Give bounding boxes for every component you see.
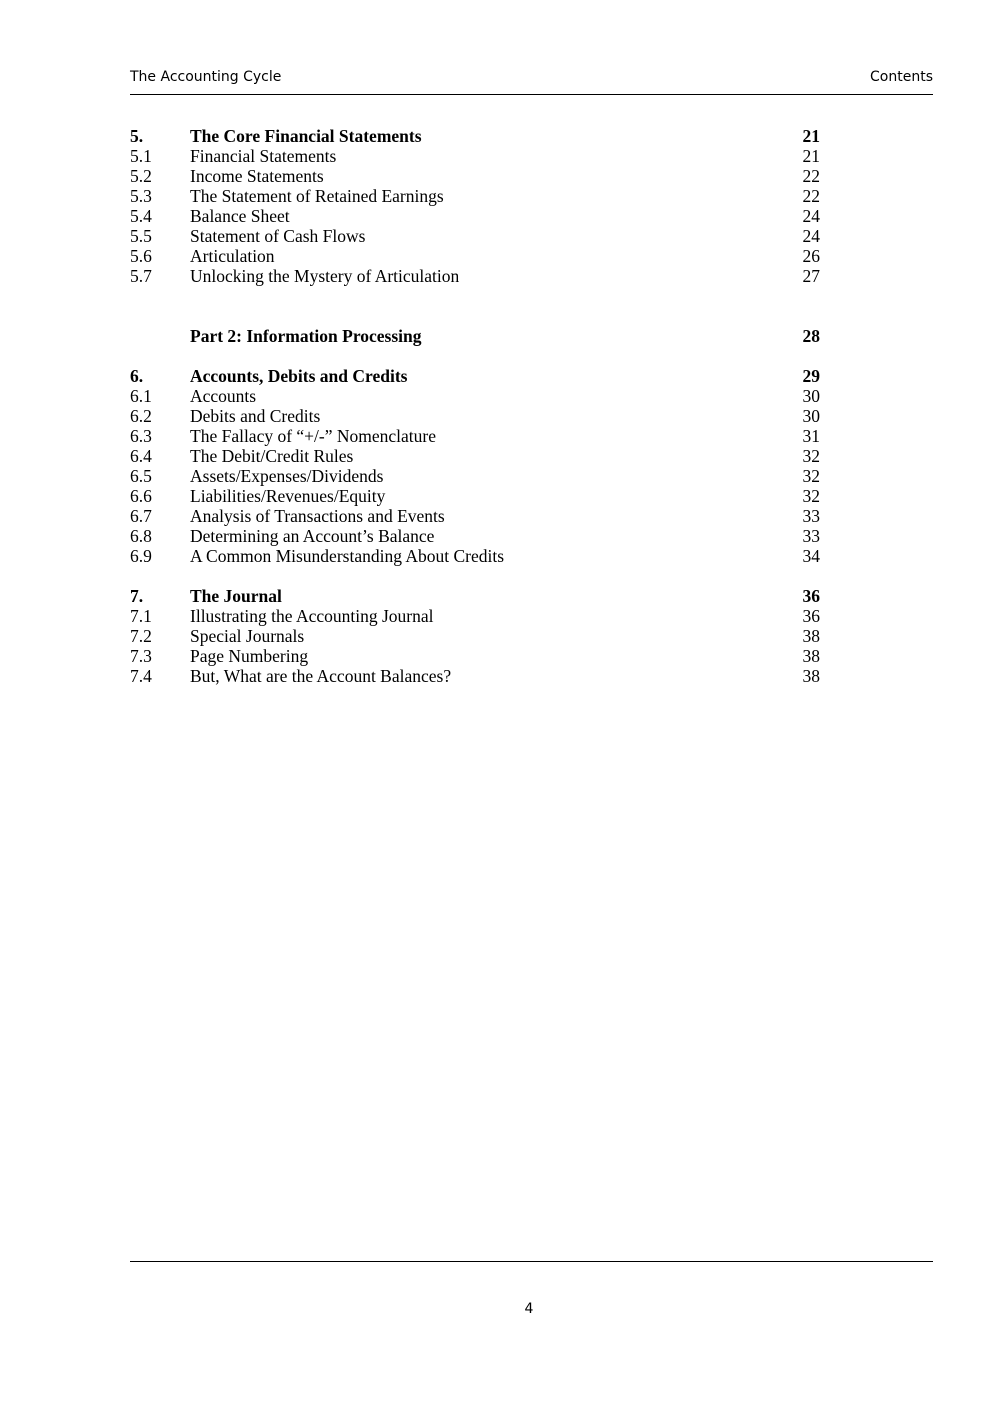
toc-title: Determining an Account’s Balance [190,526,435,546]
toc-number: 5.2 [130,166,152,186]
page-number: 4 [524,1301,534,1317]
toc-title: Income Statements [190,166,324,186]
toc-entry[interactable] [130,166,820,186]
toc-title: Articulation [190,246,275,266]
toc-number: 6.4 [130,446,152,466]
toc-title: Part 2: Information Processing [190,326,422,346]
toc-page: 22 [802,186,820,206]
toc-number: 7.1 [130,606,152,626]
toc-title: Financial Statements [190,146,337,166]
toc-title: Unlocking the Mystery of Articulation [190,266,460,286]
toc-page: 24 [802,206,820,226]
toc-number: 6.9 [130,546,152,566]
toc-page: 36 [802,606,820,626]
toc-entry[interactable] [130,386,820,406]
header-divider [130,94,933,95]
toc-title: The Debit/Credit Rules [190,446,354,466]
toc-entry[interactable] [130,506,820,526]
toc-title: The Statement of Retained Earnings [190,186,444,206]
toc-title: Illustrating the Accounting Journal [190,606,434,626]
toc-title: Liabilities/Revenues/Equity [190,486,386,506]
toc-entry[interactable] [130,466,820,486]
section-title: Contents [870,69,933,85]
toc-entry[interactable] [130,226,820,246]
toc-title: Special Journals [190,626,305,646]
toc-number: 7.3 [130,646,152,666]
toc-number: 7.2 [130,626,152,646]
toc-entry[interactable] [130,546,820,566]
toc-entry[interactable] [130,406,820,426]
toc-number: 6. [130,366,144,386]
book-title: The Accounting Cycle [130,69,282,85]
toc-number: 6.7 [130,506,152,526]
toc-number: 5. [130,126,144,146]
toc-title: Accounts [190,386,257,406]
toc-number: 6.2 [130,406,152,426]
toc-number: 6.5 [130,466,152,486]
toc-entry[interactable] [130,646,820,666]
toc-page: 21 [802,146,820,166]
toc-page: 26 [802,246,820,266]
footer-divider [130,1261,933,1262]
toc-page: 38 [802,626,820,646]
toc-entry[interactable] [130,186,820,206]
toc-title: Accounts, Debits and Credits [190,366,408,386]
toc-title: The Journal [190,586,282,606]
toc-page: 34 [802,546,820,566]
toc-entry[interactable] [130,146,820,166]
toc-entry[interactable] [130,246,820,266]
toc-number: 5.4 [130,206,152,226]
toc-title: The Core Financial Statements [190,126,422,146]
toc-page: 38 [802,666,820,686]
toc-spacer [130,286,820,326]
toc-title: A Common Misunderstanding About Credits [190,546,505,566]
toc-entry[interactable] [130,606,820,626]
toc-chapter-heading[interactable] [130,126,820,146]
toc-number: 5.3 [130,186,152,206]
toc-page: 27 [802,266,820,286]
toc-page: 30 [802,406,820,426]
toc-page: 24 [802,226,820,246]
toc-title: Balance Sheet [190,206,290,226]
toc-number: 6.6 [130,486,152,506]
toc-page: 38 [802,646,820,666]
toc-title: Analysis of Transactions and Events [190,506,445,526]
running-header [130,66,933,88]
toc-entry[interactable] [130,486,820,506]
toc-spacer [130,346,820,366]
toc-entry[interactable] [130,526,820,546]
toc-page: 21 [802,126,820,146]
toc-entry[interactable] [130,266,820,286]
toc-page: 32 [802,486,820,506]
toc-number: 7.4 [130,666,152,686]
toc-number: 6.1 [130,386,152,406]
toc-entry[interactable] [130,206,820,226]
toc-title: The Fallacy of “+/-” Nomenclature [190,426,437,446]
toc-number: 5.6 [130,246,152,266]
toc-page: 28 [802,326,820,346]
toc-title: Debits and Credits [190,406,321,426]
toc-number: 5.1 [130,146,152,166]
toc-page: 29 [802,366,820,386]
toc-page: 31 [802,426,820,446]
toc-title: Page Numbering [190,646,309,666]
toc-number: 7. [130,586,144,606]
toc-spacer [130,566,820,586]
toc-entry[interactable] [130,666,820,686]
toc-page: 33 [802,506,820,526]
toc-entry[interactable] [130,626,820,646]
toc-page: 22 [802,166,820,186]
toc-page: 32 [802,466,820,486]
toc-page: 32 [802,446,820,466]
toc-number: 6.8 [130,526,152,546]
table-of-contents [130,126,820,686]
toc-page: 36 [802,586,820,606]
toc-part-heading[interactable] [130,326,820,346]
toc-title: Assets/Expenses/Dividends [190,466,384,486]
toc-title: But, What are the Account Balances? [190,666,452,686]
toc-page: 33 [802,526,820,546]
toc-entry[interactable] [130,426,820,446]
toc-entry[interactable] [130,446,820,466]
toc-number: 5.7 [130,266,152,286]
toc-chapter-heading[interactable] [130,366,820,386]
toc-title: Statement of Cash Flows [190,226,366,246]
toc-number: 5.5 [130,226,152,246]
toc-chapter-heading[interactable] [130,586,820,606]
toc-number: 6.3 [130,426,152,446]
toc-page: 30 [802,386,820,406]
